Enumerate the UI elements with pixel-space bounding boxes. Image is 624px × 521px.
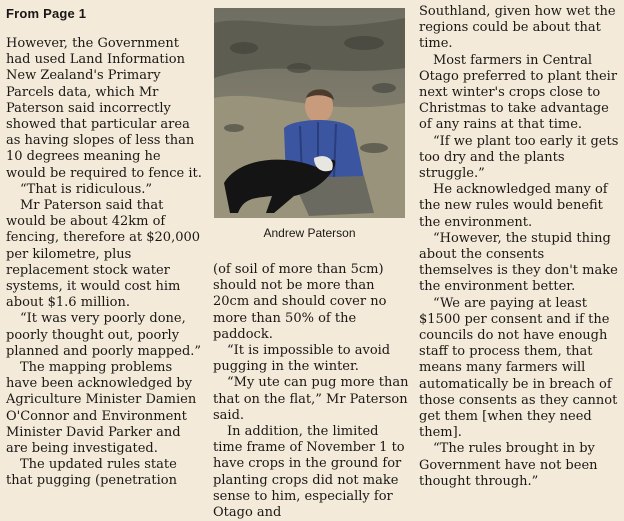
- paragraph: He acknowledged many of the new rules would benefit the environment.: [419, 182, 608, 230]
- article-column-1: [6, 36, 204, 490]
- paragraph: “It was very poorly done, poorly thought out, poorly planned and poorly mapped.”: [6, 311, 202, 359]
- paragraph: The updated rules state that pugging (penetration: [6, 457, 177, 489]
- paragraph: “That is ridiculous.”: [20, 181, 153, 197]
- paragraph: “It is impossible to avoid pugging in the winter.: [213, 343, 391, 375]
- article-column-3: [419, 4, 620, 490]
- article-column-2: [213, 262, 409, 521]
- paragraph: “We are paying at least $1500 per consent and if the councils do not have enough staff to process them, that means many farmers will automatically be in breach of those consents as they cannot get them [when they need them].: [419, 295, 618, 441]
- paragraph: Mr Paterson said that would be about 42km of fencing, therefore at $20,000 per kilometre, plus replacement stock water systems, it would cost him about $1.6 million.: [6, 198, 201, 311]
- paragraph: Southland, given how wet the regions could be about that time.: [419, 4, 616, 52]
- paragraph: “My ute can pug more than that on the flat,” Mr Paterson said.: [213, 375, 409, 423]
- photo-illustration: [214, 8, 405, 218]
- paragraph: “The rules brought in by Government have not been thought through.”: [419, 441, 598, 489]
- kicker-label: From Page 1: [6, 6, 87, 21]
- paragraph: “If we plant too early it gets too dry and the plants struggle.”: [419, 133, 619, 182]
- paragraph: (of soil of more than 5cm) should not be more than 20cm and should cover no more than 50% of the paddock.: [213, 262, 387, 342]
- paragraph: Most farmers in Central Otago preferred to plant their next winter's crops close to Christmas to take advantage of any rains at that time.: [419, 52, 618, 133]
- paragraph: The mapping problems have been acknowledged by Agriculture Minister Damien O'Connor and Environment Minister David Parker and are being investigated.: [6, 360, 197, 457]
- paragraph: However, the Government had used Land Information New Zealand's Primary Parcels data, which Mr Paterson said incorrectly showed that particular area as having slopes of less than 10 degrees meaning he would be required to fence it.: [6, 36, 202, 181]
- photo-caption: Andrew Paterson: [263, 226, 356, 240]
- news-photo: [214, 8, 405, 218]
- paragraph: “However, the stupid thing about the consents themselves is they don't make the environment better.: [419, 230, 618, 295]
- paragraph: In addition, the limited time frame of November 1 to have crops in the ground for planting crops did not make sense to him, especially for Otago and: [213, 424, 405, 521]
